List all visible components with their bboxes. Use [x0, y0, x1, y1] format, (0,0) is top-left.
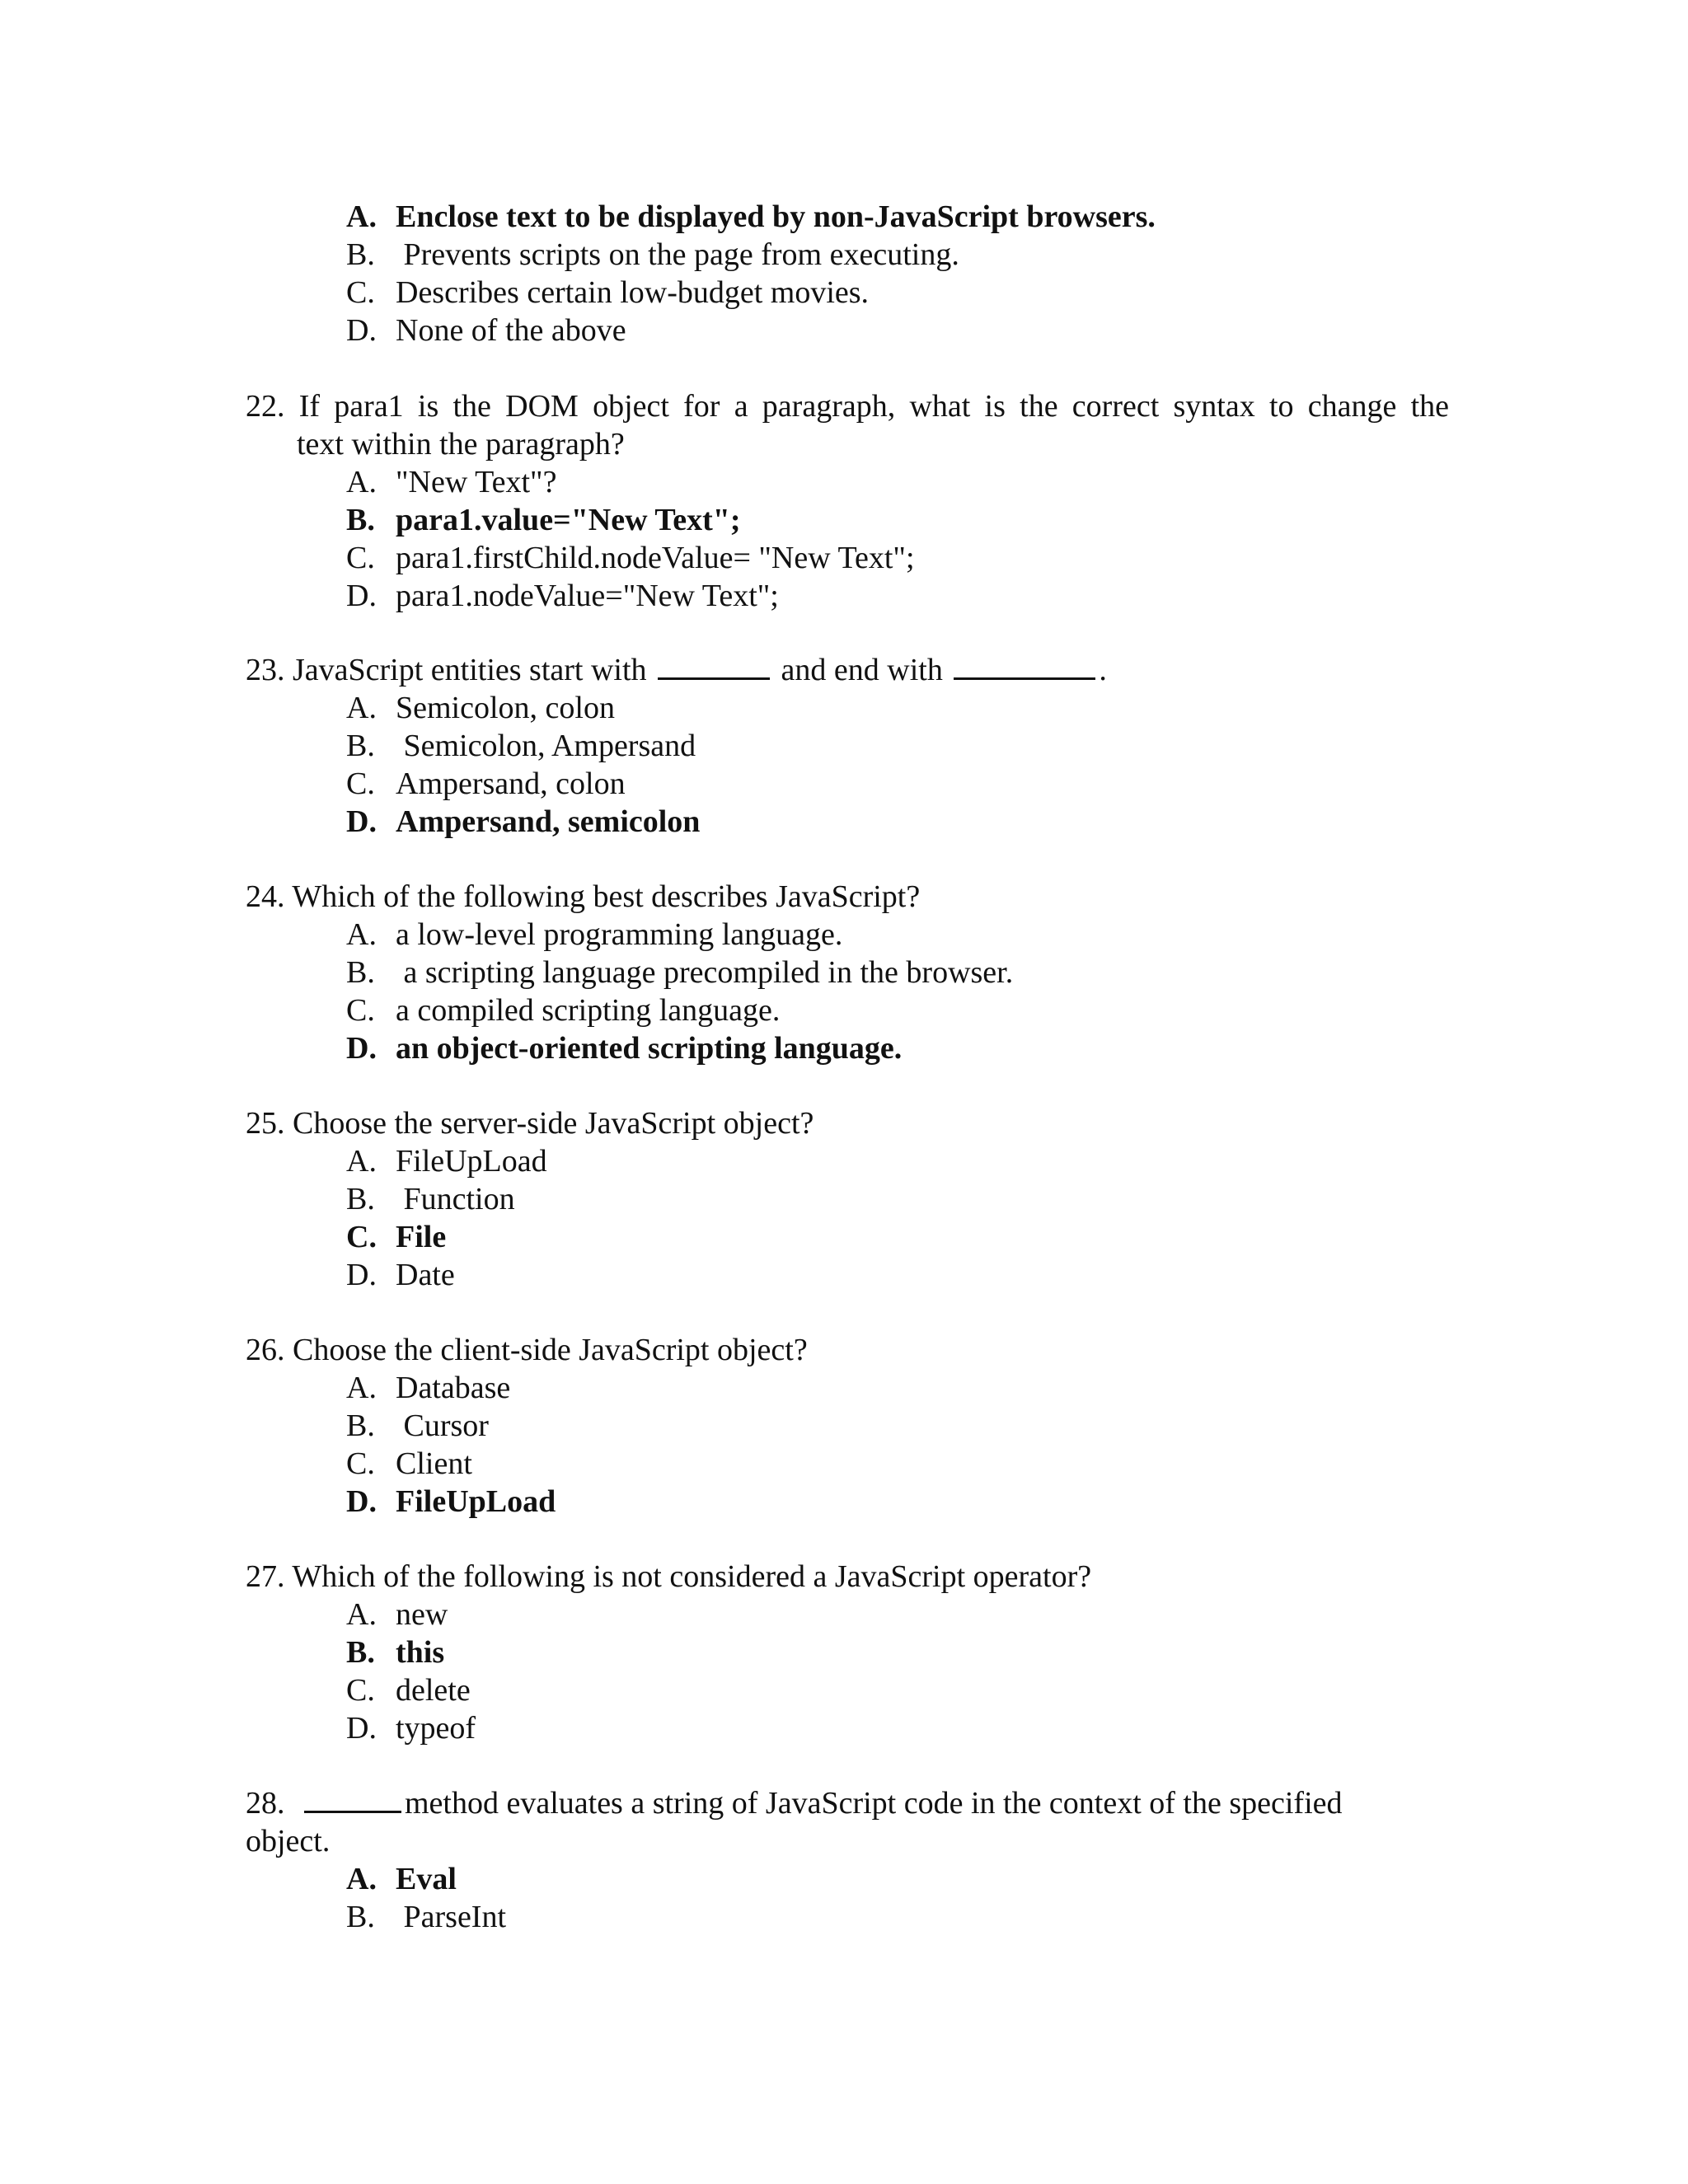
option-letter: C. — [346, 993, 375, 1028]
question-25-options — [246, 1142, 1449, 1294]
answer-option — [346, 1180, 1449, 1218]
answer-option — [346, 1671, 1449, 1709]
question-number: 27. — [246, 1559, 285, 1594]
question-text: Which of the following is not considered a JavaScript operator? — [292, 1559, 1092, 1594]
question-26-options — [246, 1369, 1449, 1521]
option-text: FileUpLoad — [396, 1144, 547, 1179]
answer-option — [346, 727, 1449, 765]
option-text: Ampersand, colon — [396, 766, 626, 801]
question-22-options — [246, 463, 1449, 615]
question-26 — [246, 1331, 1449, 1521]
question-text: . — [1099, 653, 1107, 687]
option-letter: B. — [346, 729, 375, 763]
option-text: "New Text"? — [396, 465, 557, 499]
answer-option-correct — [346, 1029, 1449, 1067]
option-letter: B. — [346, 503, 375, 537]
answer-option — [346, 274, 1449, 312]
option-text: Function — [396, 1182, 515, 1216]
question-number: 22. — [246, 389, 285, 424]
option-text: Describes certain low-budget movies. — [396, 275, 870, 310]
option-letter: D. — [346, 1711, 377, 1746]
question-number: 25. — [246, 1106, 285, 1141]
option-text: a low-level programming language. — [396, 917, 843, 952]
question-25-stem — [246, 1104, 1449, 1142]
option-text: File — [396, 1220, 447, 1254]
option-letter: A. — [346, 917, 377, 952]
option-letter: D. — [346, 579, 377, 613]
answer-option — [346, 765, 1449, 803]
option-letter: A. — [346, 1862, 377, 1896]
option-text: an object-oriented scripting language. — [396, 1031, 903, 1066]
option-text: Eval — [396, 1862, 457, 1896]
question-number: 24. — [246, 879, 285, 914]
option-text: typeof — [396, 1711, 476, 1746]
option-text: Date — [396, 1258, 455, 1292]
answer-blank — [658, 651, 770, 680]
answer-blank — [304, 1784, 401, 1813]
option-letter: B. — [346, 955, 375, 990]
question-26-stem — [246, 1331, 1449, 1369]
option-text: a compiled scripting language. — [396, 993, 781, 1028]
option-text: para1.value="New Text"; — [396, 503, 741, 537]
answer-option — [346, 1898, 1449, 1936]
answer-blank — [954, 651, 1095, 680]
option-text: ParseInt — [396, 1900, 507, 1934]
question-22-stem — [246, 387, 1449, 425]
question-text: Choose the server-side JavaScript object? — [293, 1106, 814, 1141]
option-letter: B. — [346, 237, 375, 272]
question-24-options — [246, 916, 1449, 1067]
question-27-stem — [246, 1558, 1449, 1596]
answer-option-correct — [346, 1633, 1449, 1671]
option-letter: C. — [346, 766, 375, 801]
option-text: new — [396, 1597, 448, 1632]
answer-option — [346, 1369, 1449, 1407]
answer-option-correct — [346, 1860, 1449, 1898]
question-text: and end with — [781, 653, 943, 687]
answer-option — [346, 463, 1449, 501]
question-22 — [246, 387, 1449, 615]
option-letter: A. — [346, 1144, 377, 1179]
answer-option-correct — [346, 803, 1449, 841]
option-letter: D. — [346, 804, 377, 839]
question-23 — [246, 651, 1449, 841]
answer-option — [346, 1407, 1449, 1445]
option-letter: A. — [346, 199, 377, 234]
question-text: method evaluates a string of JavaScript code in the context of the specified — [405, 1786, 1343, 1821]
option-letter: A. — [346, 1597, 377, 1632]
question-24 — [246, 878, 1449, 1067]
answer-option — [346, 236, 1449, 274]
option-text: this — [396, 1635, 445, 1670]
question-text: Which of the following best describes JavaScript? — [292, 879, 921, 914]
question-27-options — [246, 1596, 1449, 1747]
option-letter: C. — [346, 541, 375, 575]
question-28-options — [246, 1860, 1449, 1936]
option-letter: D. — [346, 313, 377, 348]
option-text: delete — [396, 1673, 471, 1708]
option-letter: A. — [346, 465, 377, 499]
answer-option-correct — [346, 198, 1449, 236]
answer-option — [346, 1709, 1449, 1747]
option-letter: C. — [346, 275, 375, 310]
option-text: para1.nodeValue="New Text"; — [396, 579, 779, 613]
option-letter: B. — [346, 1182, 375, 1216]
answer-option — [346, 312, 1449, 349]
option-letter: B. — [346, 1635, 375, 1670]
question-25 — [246, 1104, 1449, 1294]
question-21-options — [246, 198, 1449, 349]
option-text: Client — [396, 1446, 472, 1481]
question-28-stem-continued: object. — [246, 1824, 331, 1858]
question-number: 23. — [246, 653, 285, 687]
option-letter: C. — [346, 1220, 377, 1254]
answer-option — [346, 1142, 1449, 1180]
answer-option — [346, 954, 1449, 991]
option-text: Semicolon, Ampersand — [396, 729, 696, 763]
question-21 — [246, 198, 1449, 349]
answer-option — [346, 539, 1449, 577]
question-23-options — [246, 689, 1449, 841]
question-28-stem — [246, 1784, 1449, 1822]
option-text: Prevents scripts on the page from executing. — [396, 237, 959, 272]
answer-option — [346, 1256, 1449, 1294]
question-28 — [246, 1784, 1449, 1936]
answer-option-correct — [346, 1218, 1449, 1256]
answer-option — [346, 689, 1449, 727]
answer-option — [346, 1445, 1449, 1483]
answer-option — [346, 916, 1449, 954]
question-number: 26. — [246, 1333, 285, 1367]
option-letter: B. — [346, 1900, 375, 1934]
option-text: Database — [396, 1371, 511, 1405]
question-23-stem — [246, 651, 1449, 689]
option-text: a scripting language precompiled in the browser. — [396, 955, 1014, 990]
question-number: 28. — [246, 1786, 285, 1821]
question-text: JavaScript entities start with — [293, 653, 647, 687]
answer-option — [346, 577, 1449, 615]
option-text: para1.firstChild.nodeValue= "New Text"; — [396, 541, 915, 575]
question-24-stem — [246, 878, 1449, 916]
option-text: Enclose text to be displayed by non-JavaScript browsers. — [396, 199, 1156, 234]
option-letter: A. — [346, 691, 377, 725]
option-letter: D. — [346, 1258, 377, 1292]
option-letter: B. — [346, 1408, 375, 1443]
option-letter: D. — [346, 1484, 377, 1519]
option-letter: C. — [346, 1446, 375, 1481]
question-text: Choose the client-side JavaScript object? — [293, 1333, 808, 1367]
option-letter: A. — [346, 1371, 377, 1405]
option-text: FileUpLoad — [396, 1484, 556, 1519]
answer-option — [346, 1596, 1449, 1633]
option-text: Semicolon, colon — [396, 691, 615, 725]
answer-option-correct — [346, 1483, 1449, 1521]
question-text: If para1 is the DOM object for a paragraph, what is the correct syntax to change the — [298, 389, 1450, 424]
answer-option-correct — [346, 501, 1449, 539]
answer-option — [346, 991, 1449, 1029]
option-letter: C. — [346, 1673, 375, 1708]
option-text: None of the above — [396, 313, 626, 348]
option-text: Ampersand, semicolon — [396, 804, 701, 839]
question-22-stem-continued: text within the paragraph? — [297, 427, 625, 462]
option-letter: D. — [346, 1031, 377, 1066]
question-27 — [246, 1558, 1449, 1747]
option-text: Cursor — [396, 1408, 489, 1443]
